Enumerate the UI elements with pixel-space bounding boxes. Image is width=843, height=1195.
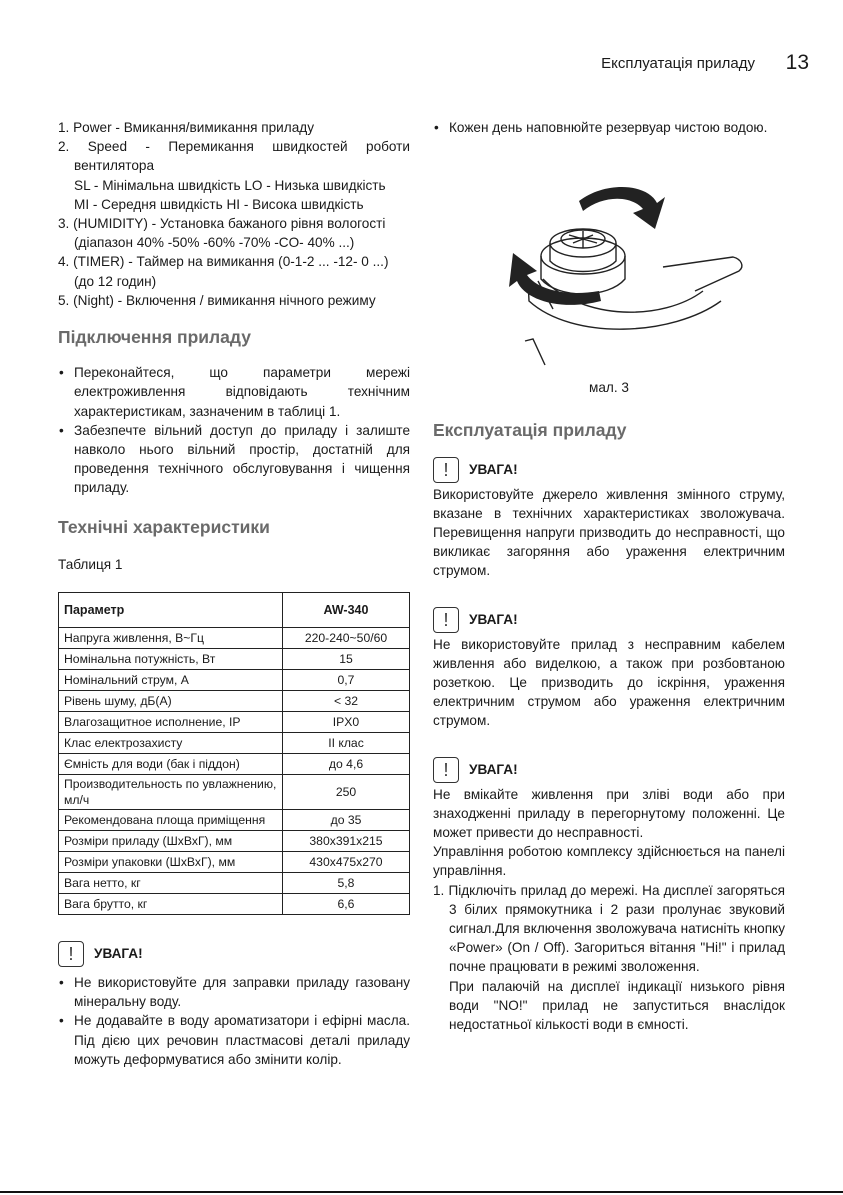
warning-block-left [58,941,410,967]
figure-caption: мал. 3 [589,380,629,396]
table-cell: 5,8 [283,873,410,894]
list-item: • Переконайтеся, що параметри мережі електроживлення відповідають технічним характеристикам, зазначеним в таблиці 1. [58,363,410,421]
table-row [59,810,410,831]
list-item: • Кожен день наповнюйте резервуар чистою водою. [433,118,785,137]
table-row [59,775,410,810]
spec-table [58,592,410,915]
table-cell: II клас [283,733,410,754]
table-row [59,691,410,712]
figure-knob-illustration [433,151,785,366]
table-cell: Напруга живлення, В~Гц [59,628,283,649]
list-item: SL - Мінімальна швидкість LO - Низька швидкість [74,177,386,193]
section-heading-connection: Підключення приладу [58,327,251,348]
table-cell: < 32 [283,691,410,712]
table-cell: Производительность по увлажнению, мл/ч [59,775,283,810]
warning-block [433,757,785,783]
table-cell: Розміри приладу (ШхВхГ), мм [59,831,283,852]
table-cell: Рівень шуму, дБ(А) [59,691,283,712]
table-cell: IPX0 [283,712,410,733]
page-number: 13 [785,51,809,74]
table-row [59,873,410,894]
warning-text: Не використовуйте прилад з несправним кабелем живлення або виделкою, а також при розбовтаною розеткою. Це призводить до іскріння, ураження електричним струмом або ураження електричним струмом. [433,636,785,729]
control-panel-note: Управління роботою комплексу здійснюється на панелі управління. [433,844,785,879]
controls-list [58,118,410,310]
table-row [59,754,410,775]
warning-block [433,457,785,483]
warning-text: Використовуйте джерело живлення змінного струму, вказане в технічних характеристиках зволожувача. Перевищення напруги призводить до несправності, що викликає загоряння або ураження електричним струмом. [433,486,785,579]
right-column [433,118,785,1034]
list-item: • Не додавайте в воду ароматизатори і ефірні масла. Під дією цих речовин пластмасові деталі приладу можуть деформуватися або змінити колір. [58,1011,410,1069]
table-row [59,649,410,670]
step-1-note: При палаючій на дисплеї індикації низького рівня води "NO!" прилад не запуститься внаслідок недостатньої кількості води в ємності. [449,978,785,1033]
table-cell: 0,7 [283,670,410,691]
table-cell: 220-240~50/60 [283,628,410,649]
table-row [59,852,410,873]
warning-block [433,607,785,633]
table-cell: Вага нетто, кг [59,873,283,894]
warning-text: Не вмікайте живлення при зліві води або при знаходженні приладу в перегорнутому положенні. Це может привести до несправності. [433,786,785,841]
section-heading-operation: Експлуатація приладу [433,420,627,441]
left-column [58,118,410,1069]
warning-icon [433,607,459,633]
warning-label: УВАГА! [469,462,518,477]
list-item: 4. (TIMER) - Таймер на вимикання (0-1-2 ... -12- 0 ...) (до 12 годин) [58,254,389,289]
warning-label: УВАГА! [469,762,518,778]
table-cell: Номінальна потужність, Вт [59,649,283,670]
table-cell: Вага брутто, кг [59,894,283,915]
warning-icon [58,941,84,967]
warning-list [58,973,410,1069]
list-item: 2. Speed - Перемикання швидкостей роботи вентилятора [58,139,410,174]
step-1: 1. Підключіть прилад до мережі. На дисплеї загоряться 3 білих прямокутника і 2 рази пролунає звуковий сигнал.Для включення зволожувача натисніть кнопку «Power» (On / Off). Загориться вітання "Hi!" і прилад почне працювати в режимі зволоження. [433,882,785,975]
connection-list [58,363,410,497]
list-item: MI - Середня швидкість HI - Висока швидкість [74,196,364,212]
table-header-model: AW-340 [283,593,410,628]
running-header-title: Експлуатація приладу [601,55,755,72]
table-cell: Ємність для води (бак і піддон) [59,754,283,775]
table-cell: 380x391x215 [283,831,410,852]
warning-label: УВАГА! [469,612,518,628]
table-cell: до 4,6 [283,754,410,775]
table-row [59,628,410,649]
list-item: 5. (Night) - Включення / вимикання нічного режиму [58,292,376,308]
table-row [59,712,410,733]
table-cell: 430x475x270 [283,852,410,873]
table-cell: Рекомендована площа приміщення [59,810,283,831]
table-row [59,894,410,915]
list-item: 1. Power - Вмикання/вимикання приладу [58,120,314,135]
table-cell: Клас електрозахисту [59,733,283,754]
table-caption: Таблиця 1 [58,556,123,572]
footer-rule [0,1191,843,1193]
refill-list [433,118,785,137]
table-row [59,831,410,852]
table-cell: 15 [283,649,410,670]
table-cell: Влагозащитное исполнение, IP [59,712,283,733]
list-item: 3. (HUMIDITY) - Установка бажаного рівня вологості (діапазон 40% -50% -60% -70% -CO- 40% ...) [58,216,386,251]
table-cell: 250 [283,775,410,810]
table-header-row [59,593,410,628]
table-cell: 6,6 [283,894,410,915]
table-cell: Номінальний струм, А [59,670,283,691]
table-cell: Розміри упаковки (ШхВхГ), мм [59,852,283,873]
warning-icon [433,757,459,783]
table-row [59,733,410,754]
table-cell: до 35 [283,810,410,831]
list-item: • Забезпечте вільний доступ до приладу і залиште навколо нього вільний простір, достатній для проведення технічного обслуговування і чищення приладу. [58,421,410,498]
warning-label: УВАГА! [94,946,143,962]
list-item: • Не використовуйте для заправки приладу газовану мінеральну воду. [58,973,410,1011]
table-row [59,670,410,691]
warning-icon [433,457,459,483]
table-header-param: Параметр [59,593,283,628]
section-heading-specs: Технічні характеристики [58,516,270,537]
